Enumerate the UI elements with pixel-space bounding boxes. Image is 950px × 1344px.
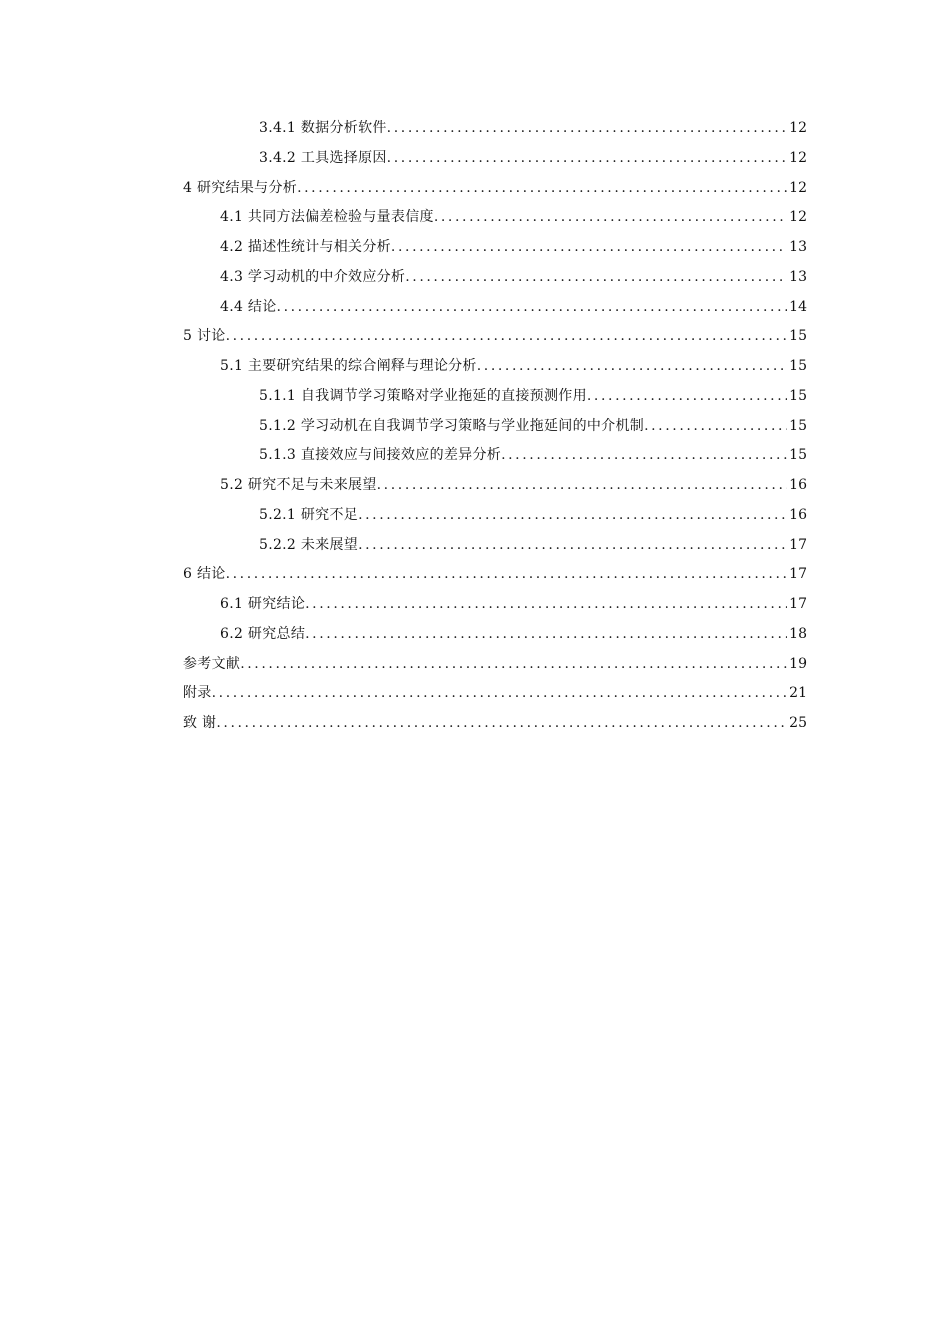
toc-entry-title: 致 谢 [183,715,217,731]
toc-page-number: 17 [789,536,807,553]
toc-entry[interactable] [183,326,807,356]
toc-page-number: 12 [789,120,807,136]
toc-entry[interactable] [183,505,807,535]
toc-entry-title: 4.2 描述性统计与相关分析 [220,239,391,255]
toc-dot-leader [212,683,788,703]
toc-entry[interactable] [183,445,807,475]
toc-dot-leader [387,148,788,168]
toc-page-number: 17 [789,566,807,583]
toc-entry[interactable] [183,624,807,654]
toc-page-number: 13 [789,268,807,285]
toc-entry-title: 3.4.1 数据分析软件 [259,120,387,136]
toc-dot-leader [644,416,787,436]
toc-dot-leader [387,118,788,138]
toc-page-number: 15 [789,417,807,434]
toc-page-number: 18 [789,625,807,642]
toc-entry[interactable] [183,535,807,565]
toc-entry-title: 附录 [183,685,212,702]
toc-page-number: 16 [789,506,807,523]
toc-entry[interactable] [183,713,807,743]
toc-dot-leader [358,505,787,525]
toc-entry[interactable] [183,564,807,594]
toc-page-number: 16 [789,477,807,493]
toc-dot-leader [377,475,788,495]
toc-dot-leader [477,356,787,376]
toc-page-number: 15 [789,328,807,345]
toc-page-number: 17 [789,596,807,612]
toc-page-number: 13 [789,239,807,255]
toc-entry-title: 5.1.3 直接效应与间接效应的差异分析 [259,447,502,464]
toc-dot-leader [434,207,787,227]
toc-entry[interactable] [183,297,807,327]
toc-dot-leader [277,297,788,317]
toc-dot-leader [240,654,787,674]
toc-entry[interactable] [183,475,807,505]
toc-entry-title: 5.2.1 研究不足 [259,506,359,523]
toc-entry[interactable] [183,148,807,178]
toc-entry[interactable] [183,118,807,148]
toc-dot-leader [405,267,787,287]
toc-entry-title: 4.1 共同方法偏差检验与量表信度 [220,209,434,226]
toc-entry-title: 4.3 学习动机的中介效应分析 [220,268,406,285]
toc-dot-leader [501,445,787,465]
toc-page-number: 19 [789,655,807,672]
toc-page-number: 15 [789,387,807,404]
toc-entry-title: 5.1.2 学习动机在自我调节学习策略与学业拖延间的中介机制 [259,417,645,434]
toc-entry[interactable] [183,267,807,297]
toc-dot-leader [216,713,787,733]
toc-entry[interactable] [183,237,807,267]
table-of-contents [183,118,807,743]
toc-page-number: 12 [789,179,807,196]
toc-entry[interactable] [183,386,807,416]
toc-entry-title: 5.2.2 未来展望 [259,536,359,553]
toc-dot-leader [226,564,788,584]
toc-entry[interactable] [183,356,807,386]
toc-page-number: 14 [789,298,807,315]
toc-entry-title: 4.4 结论 [220,298,277,315]
toc-dot-leader [297,178,787,198]
toc-entry-title: 6.1 研究结论 [220,596,306,612]
toc-dot-leader [391,237,787,257]
toc-dot-leader [305,624,787,644]
toc-dot-leader [226,326,788,346]
toc-entry[interactable] [183,654,807,684]
toc-entry-title: 4 研究结果与分析 [183,179,298,196]
toc-entry-title: 5.1.1 自我调节学习策略对学业拖延的直接预测作用 [259,387,587,404]
toc-entry-title: 3.4.2 工具选择原因 [259,149,387,166]
toc-entry-title: 5.2 研究不足与未来展望 [220,477,377,493]
toc-page-number: 12 [789,209,807,226]
toc-entry-title: 6.2 研究总结 [220,625,306,642]
toc-entry-title: 6 结论 [183,566,226,583]
toc-entry-title: 参考文献 [183,655,241,672]
toc-entry[interactable] [183,416,807,446]
toc-page-number: 15 [789,358,807,374]
toc-entry[interactable] [183,207,807,237]
toc-entry-title: 5 讨论 [183,328,226,345]
toc-entry[interactable] [183,178,807,208]
toc-page-number: 21 [789,685,807,702]
toc-dot-leader [305,594,787,614]
toc-dot-leader [358,535,787,555]
toc-entry-title: 5.1 主要研究结果的综合阐释与理论分析 [220,358,477,374]
toc-page-number: 25 [789,715,807,731]
toc-page-number: 12 [789,149,807,166]
toc-page-number: 15 [789,447,807,464]
toc-entry[interactable] [183,683,807,713]
toc-dot-leader [587,386,787,406]
toc-entry[interactable] [183,594,807,624]
